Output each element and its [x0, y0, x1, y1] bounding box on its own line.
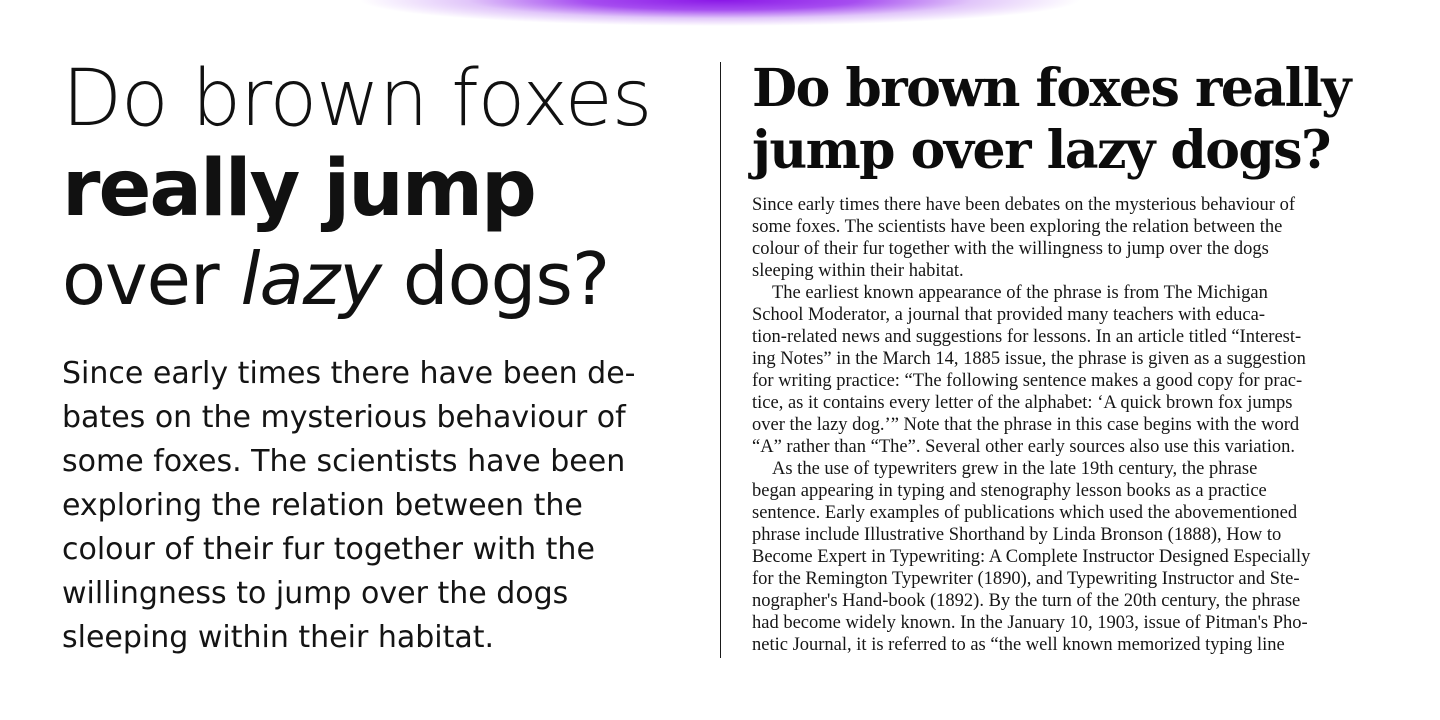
left-body-line: some foxes. The scientists have been	[62, 444, 626, 479]
right-body-line: netic Journal, it is referred to as “the well known memorized typing line	[752, 635, 1285, 655]
right-paragraph-1	[752, 194, 1392, 282]
right-body-line: School Moderator, a journal that provided many teachers with educa-	[752, 305, 1265, 325]
right-headline-line: jump over lazy dogs?	[752, 120, 1331, 181]
right-body-line: nographer's Hand-book (1892). By the turn of the 20th century, the phrase	[752, 591, 1301, 611]
left-body-paragraph	[62, 352, 692, 660]
right-body-line: ing Notes” in the March 14, 1885 issue, the phrase is given as a suggestion	[752, 349, 1306, 369]
right-body-line: began appearing in typing and stenography lesson books as a practice	[752, 481, 1267, 501]
right-body-line: had become widely known. In the January 10, 1903, issue of Pitman's Pho-	[752, 613, 1308, 633]
right-body-line: Since early times there have been debates on the mysterious behaviour of	[752, 195, 1295, 215]
right-body-line: colour of their fur together with the willingness to jump over the dogs	[752, 239, 1269, 259]
top-purple-glow	[0, 0, 1440, 26]
left-headline-line-3-start: over	[62, 237, 241, 321]
left-body-line: sleeping within their habitat.	[62, 620, 495, 655]
right-headline-line: Do brown foxes really	[752, 58, 1350, 119]
right-body-line: sentence. Early examples of publications which used the abovementioned	[752, 503, 1298, 523]
left-body-line: bates on the mysterious behaviour of	[62, 400, 626, 435]
right-body-line: sleeping within their habitat.	[752, 261, 964, 281]
left-headline-line-3-end: dogs?	[380, 237, 610, 321]
right-headline	[752, 58, 1392, 182]
left-headline-line-2: really jump	[62, 144, 535, 234]
left-body-line: Since early times there have been de-	[62, 356, 636, 391]
right-body-line: Become Expert in Typewriting: A Complete Instructor Designed Especially	[752, 547, 1311, 567]
left-specimen-column	[62, 54, 692, 660]
right-body-line: The earliest known appearance of the phrase is from The Michigan	[772, 283, 1268, 303]
right-body-line: tion-related news and suggestions for lessons. In an article titled “Interest-	[752, 327, 1302, 347]
left-headline-line-1: Do brown foxes	[62, 54, 652, 144]
left-headline	[62, 54, 692, 324]
column-divider	[720, 62, 721, 658]
right-body-line: phrase include Illustrative Shorthand by Linda Bronson (1888), How to	[752, 525, 1282, 545]
right-body-line: over the lazy dog.’” Note that the phrase in this case begins with the word	[752, 415, 1300, 435]
right-body-line: for writing practice: “The following sentence makes a good copy for prac-	[752, 371, 1303, 391]
right-body-line: some foxes. The scientists have been exploring the relation between the	[752, 217, 1283, 237]
right-body-line: “A” rather than “The”. Several other early sources also use this variation.	[752, 437, 1295, 457]
right-paragraph-3	[752, 458, 1392, 656]
right-body-line: As the use of typewriters grew in the late 19th century, the phrase	[772, 459, 1258, 479]
right-specimen-column	[752, 58, 1392, 656]
left-body-line: colour of their fur together with the	[62, 532, 595, 567]
right-body-line: tice, as it contains every letter of the alphabet: ‘A quick brown fox jumps	[752, 393, 1293, 413]
left-headline-line-3	[62, 234, 692, 324]
left-headline-italic-word: lazy	[240, 237, 381, 321]
right-paragraph-2	[752, 282, 1392, 458]
left-body-line: willingness to jump over the dogs	[62, 576, 569, 611]
left-body-line: exploring the relation between the	[62, 488, 583, 523]
right-body-text	[752, 194, 1392, 656]
right-body-line: for the Remington Typewriter (1890), and Typewriting Instructor and Ste-	[752, 569, 1300, 589]
